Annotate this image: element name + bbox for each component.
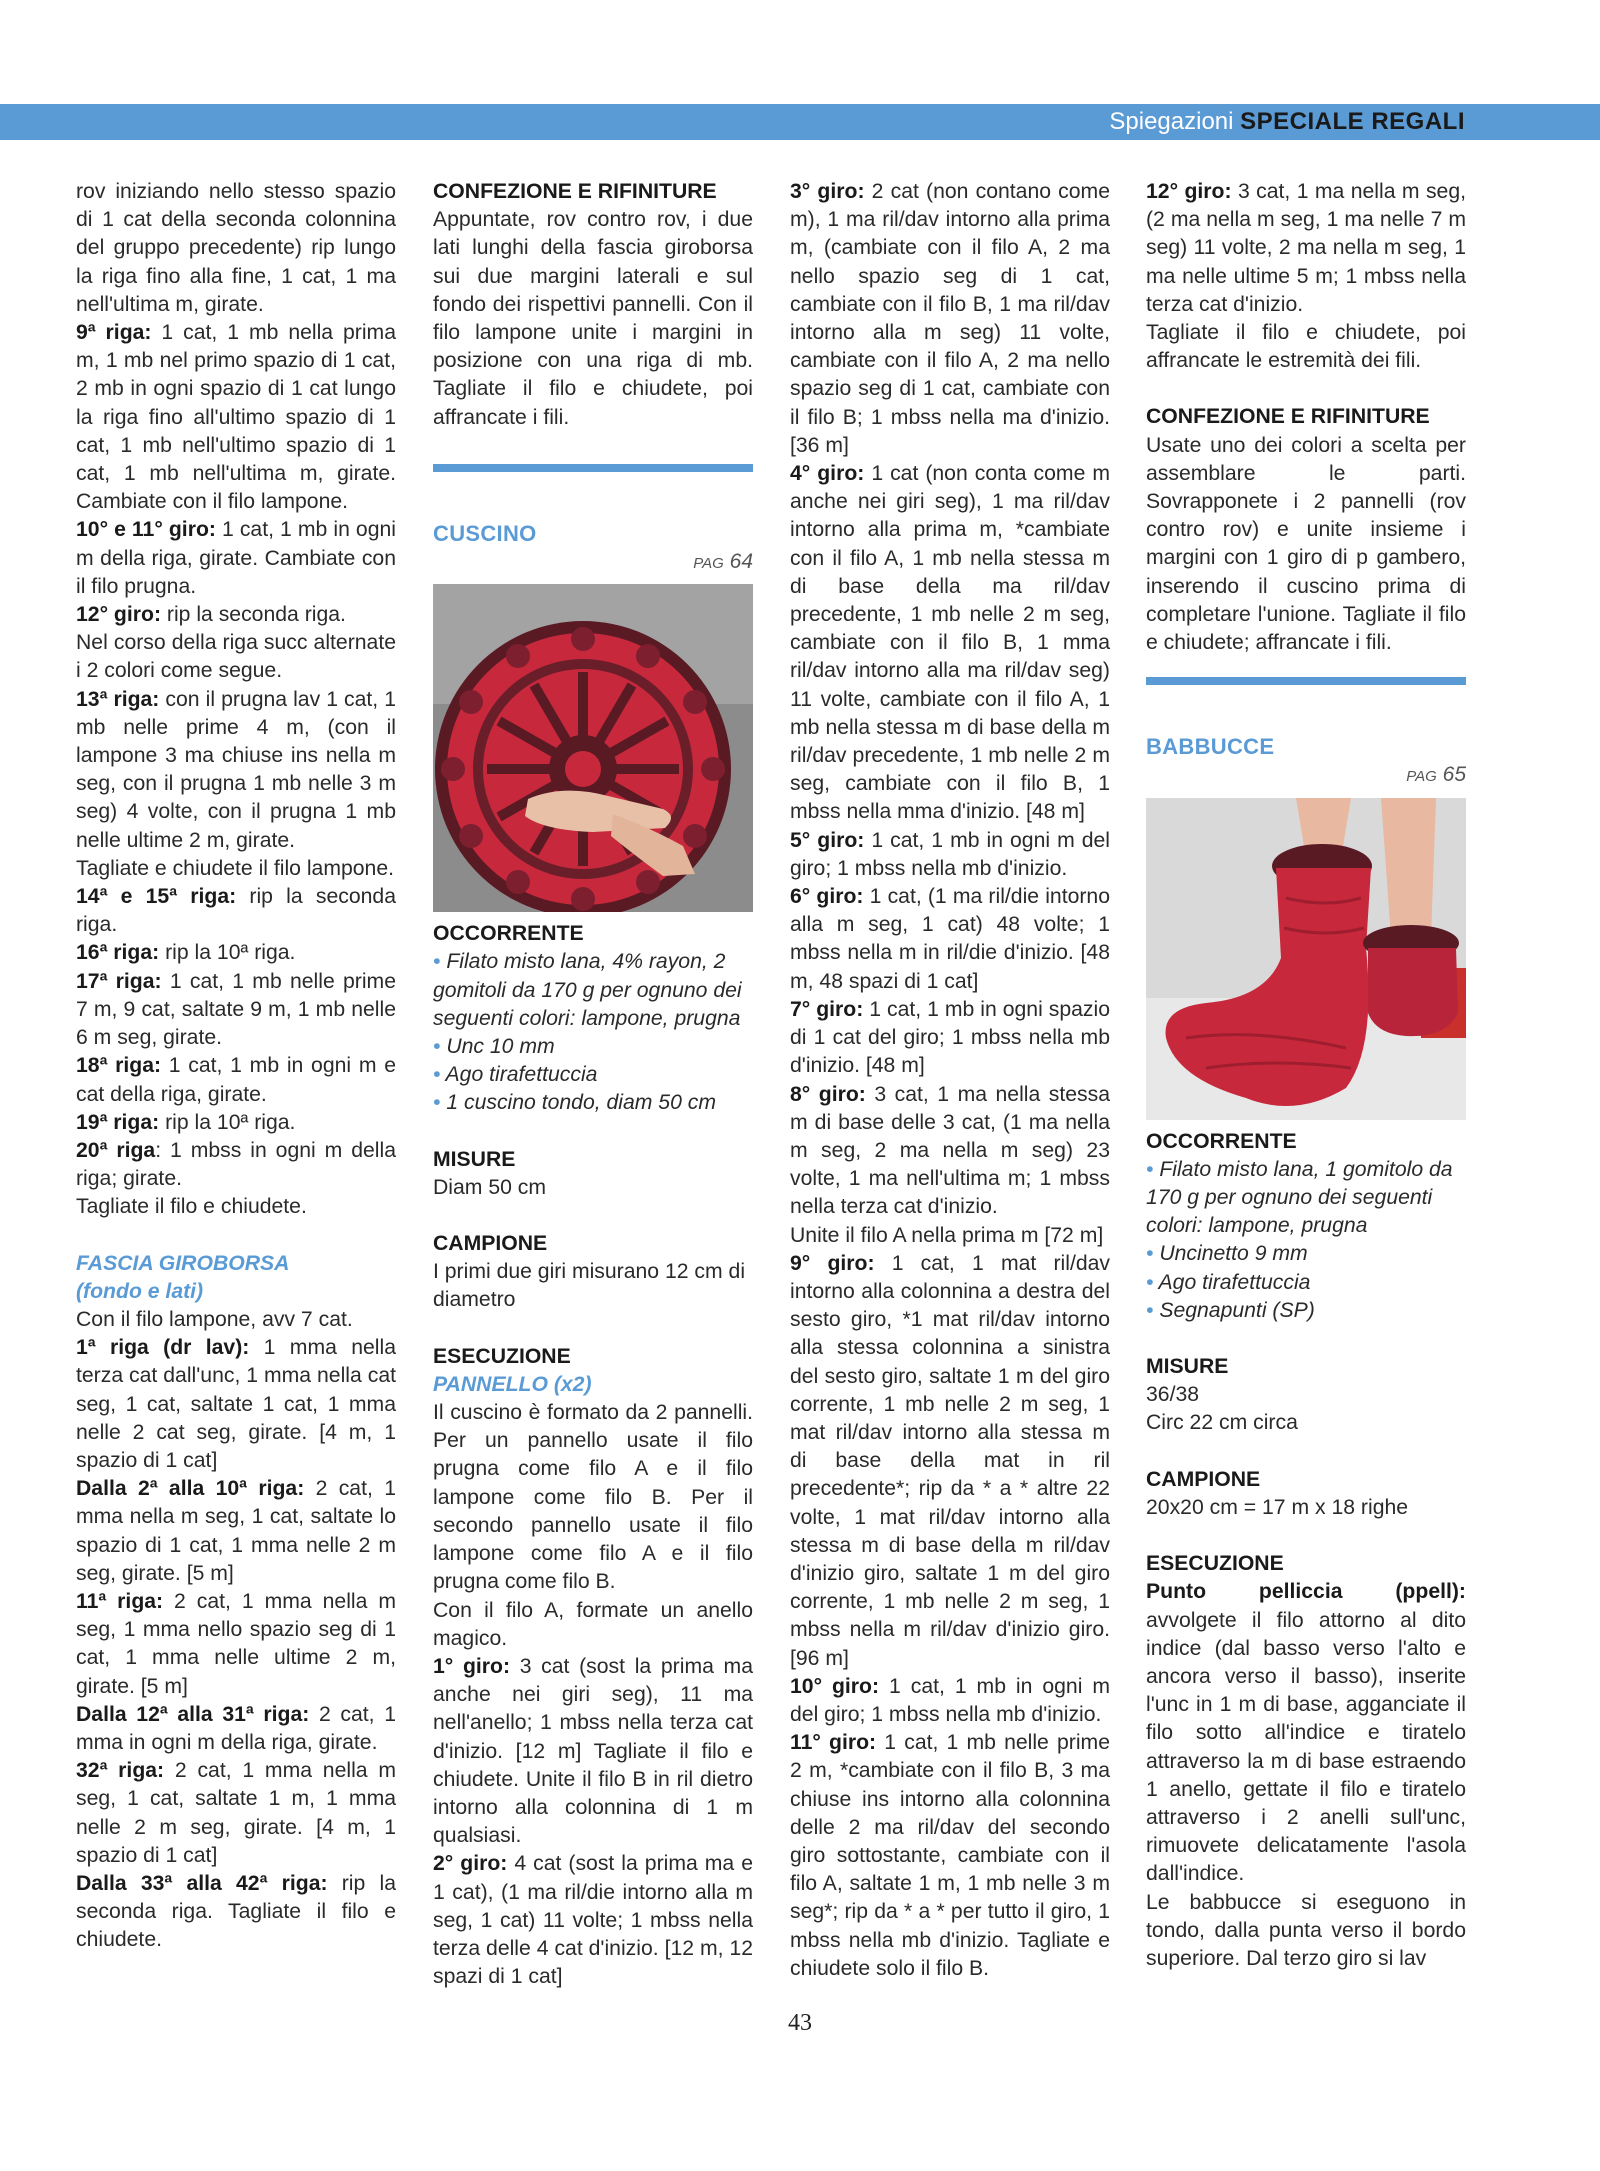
instruction-paragraph-label: 19ª riga:: [76, 1110, 160, 1134]
campione-text: I primi due giri misurano 12 cm di diametro: [433, 1260, 746, 1312]
material-item: • Filato misto lana, 1 gomitolo da 170 g per ognuno dei seguenti colori: lampone, prugna: [1146, 1157, 1453, 1238]
cuscino-page-ref: PAG 64: [693, 550, 753, 574]
misure-heading: MISURE: [433, 1147, 516, 1171]
confezione2-heading: CONFEZIONE E RIFINITURE: [1146, 405, 1430, 429]
instruction-paragraph: 17ª riga: 1 cat, 1 mb nelle prime 7 m, 9 cat, saltate 9 m, 1 mb nelle 6 m seg, girate.: [76, 969, 396, 1050]
instruction-paragraph: Dalla 12ª alla 31ª riga: 2 cat, 1 mma in ogni m della riga, girate.: [76, 1702, 396, 1754]
slippers-illustration: [1146, 798, 1466, 1120]
column-3: [790, 178, 1110, 1983]
occorrente2-heading: OCCORRENTE: [1146, 1129, 1297, 1153]
occorrente-heading: OCCORRENTE: [433, 922, 584, 946]
instruction-paragraph: 14ª e 15ª riga: rip la seconda riga.: [76, 885, 396, 937]
instruction-paragraph-label: 13ª riga:: [76, 687, 160, 711]
bullet-icon: •: [1146, 1157, 1160, 1181]
material-item: • Segnapunti (SP): [1146, 1298, 1315, 1322]
material-item: • Unc 10 mm: [433, 1035, 555, 1059]
instruction-paragraph: 6° giro: 1 cat, (1 ma ril/die intorno alla m seg, 1 cat) 48 volte; 1 mbss nella m in ril/die d'inizio. [48 m, 48 spazi di 1 cat]: [790, 885, 1110, 993]
instruction-paragraph-label: 20ª riga: [76, 1138, 156, 1162]
cuscino-materials-list: [433, 948, 753, 1117]
fascia-title: FASCIA GIROBORSA: [76, 1251, 290, 1275]
instruction-paragraph-label: 17ª riga:: [76, 969, 162, 993]
fascia-instructions: [76, 1306, 396, 1955]
cushion-illustration: [433, 584, 753, 912]
confezione-text: Appuntate, rov contro rov, i due lati lunghi della fascia giroborsa sui due margini laterali e sul fondo dei rispettivi pannelli. Con il filo lampone unite i margini in posizione con una riga di mb. Tagliate il filo e chiudete, poi affrancate i fili.: [433, 208, 753, 429]
instruction-paragraph: 7° giro: 1 cat, 1 mb in ogni spazio di 1 cat del giro; 1 mbss nella mb d'inizio. [48 m]: [790, 997, 1110, 1078]
instruction-paragraph: 18ª riga: 1 cat, 1 mb in ogni m e cat della riga, girate.: [76, 1054, 396, 1106]
instruction-paragraph-label: 12° giro:: [76, 603, 161, 627]
instruction-paragraph-label: Dalla 2ª alla 10ª riga:: [76, 1477, 305, 1501]
instruction-paragraph: 10° e 11° giro: 1 cat, 1 mb in ogni m della riga, girate. Cambiate con il filo prugna.: [76, 518, 396, 598]
bullet-icon: •: [433, 1063, 446, 1087]
instruction-paragraph-label: 4° giro:: [790, 462, 865, 486]
bullet-icon: •: [433, 1091, 447, 1115]
instruction-paragraph-label: 11ª riga:: [76, 1589, 164, 1613]
babbucce-final-text: Le babbucce si eseguono in tondo, dalla punta verso il bordo superiore. Dal terzo giro si lav: [1146, 1890, 1466, 1970]
esecuzione-heading: ESECUZIONE: [433, 1344, 571, 1368]
instruction-paragraph-label: 6° giro:: [790, 885, 864, 909]
instruction-paragraph: 1ª riga (dr lav): 1 mma nella terza cat dall'unc, 1 mma nella cat seg, 1 cat, saltate 1 cat, 1 mma nelle 2 cat seg, girate. [4 m, 1 spazio di 1 cat]: [76, 1336, 396, 1472]
babbucce-page-ref: PAG 65: [1406, 763, 1466, 787]
bullet-icon: •: [1146, 1242, 1160, 1266]
esecuzione2-heading: ESECUZIONE: [1146, 1552, 1284, 1576]
instruction-paragraph: Tagliate e chiudete il filo lampone.: [76, 856, 395, 880]
bullet-icon: •: [1146, 1270, 1159, 1294]
instruction-paragraph: Con il filo A, formate un anello magico.: [433, 1598, 753, 1650]
instruction-paragraph: 2° giro: 4 cat (sost la prima ma e 1 cat), (1 ma ril/die intorno alla m seg, 1 cat) 11 volte; 1 mbss nella terza delle 4 cat d'inizio. [12 m, 12 spazi di 1 cat]: [433, 1852, 754, 1989]
pannello-heading: PANNELLO (x2): [433, 1372, 592, 1396]
instruction-paragraph-label: Dalla 12ª alla 31ª riga:: [76, 1702, 310, 1726]
cuscino-instructions: [433, 1399, 753, 1991]
confezione-heading: CONFEZIONE E RIFINITURE: [433, 180, 717, 203]
section-divider-2: [1146, 677, 1466, 685]
instruction-paragraph: Tagliate il filo e chiudete.: [76, 1195, 307, 1219]
material-item: • Uncinetto 9 mm: [1146, 1242, 1308, 1266]
material-item: • Filato misto lana, 4% rayon, 2 gomitoli da 170 g per ognuno dei seguenti colori: lampone, prugna: [433, 950, 742, 1030]
instruction-paragraph: 16ª riga: rip la 10ª riga.: [76, 941, 296, 965]
column-4: [1146, 178, 1466, 1973]
misure2-heading: MISURE: [1146, 1355, 1229, 1379]
instruction-paragraph: 11ª riga: 2 cat, 1 mma nella m seg, 1 mma nello spazio seg di 1 cat, 1 mma nelle ultime 2 m, girate. [5 m]: [76, 1589, 396, 1698]
instruction-paragraph: 19ª riga: rip la 10ª riga.: [76, 1110, 296, 1134]
instruction-paragraph: 9° giro: 1 cat, 1 mat ril/dav intorno alla colonnina a destra del sesto giro, *1 mat ril/dav intorno alla stessa colonnina a sinistra del sesto giro, saltate 1 m del giro corrente, 1 mb nelle 2 m seg, 1 mat ril/dav intorno alla stessa m di base della mat in ril precedente*; rip da * a * altre 22 volte, 1 mat ril/dav intorno alla stessa m di base della m ril/dav d'inizio giro, saltate 1 m del giro corrente, 1 mb nelle 2 m seg, 1 mbss nella m ril/dav d'inizio giro. [96 m]: [790, 1251, 1110, 1670]
babbucce-materials-list: [1146, 1156, 1466, 1325]
instruction-paragraph-label: 1ª riga (dr lav):: [76, 1336, 250, 1360]
instruction-paragraph: Dalla 2ª alla 10ª riga: 2 cat, 1 mma nella m seg, 1 cat, saltate lo spazio di 1 cat, 1 mma nelle 2 m seg, girate. [5 m]: [76, 1477, 396, 1585]
cuscino-title: CUSCINO: [433, 520, 537, 546]
cushion-photo: [433, 584, 753, 912]
column-1: [76, 178, 396, 1955]
instruction-paragraph-label: 7° giro:: [790, 997, 864, 1021]
instruction-paragraph: 13ª riga: con il prugna lav 1 cat, 1 mb nelle prime 4 m, (con il lampone 3 ma chiuse ins nella m seg, con il prugna 1 mb nelle 3 m seg) 4 volte, con il prugna 1 mb nelle ultime 2 m, girate.: [76, 687, 396, 852]
material-item: • 1 cuscino tondo, diam 50 cm: [433, 1091, 717, 1115]
slippers-photo: [1146, 798, 1466, 1120]
campione2-heading: CAMPIONE: [1146, 1467, 1261, 1491]
instruction-paragraph-label: 14ª e 15ª riga:: [76, 885, 237, 909]
bullet-icon: •: [433, 1035, 447, 1059]
misure2-line1: 36/38: [1146, 1383, 1200, 1407]
punto-pelliccia-text: Punto pelliccia (ppell): avvolgete il filo attorno al dito indice (dal basso verso l'alto e ancora verso il basso), inserite l'unc in 1 m di base, agganciate il filo sotto all'indice e tiratelo attraverso la m di base estraendo 1 anello, gettate il filo e tiratelo attraverso i 2 anelli sull'unc, rimuovete delicatamente l'asola dall'indice.: [1146, 1580, 1466, 1886]
material-item: • Ago tirafettuccia: [1146, 1270, 1311, 1294]
instruction-paragraph: 4° giro: 1 cat (non conta come m anche nei giri seg), 1 ma ril/dav intorno alla prima m, *cambiate con il filo A, 1 mb nella stessa m di base della ma ril/dav precedente, 1 mb nelle 2 m seg, cambiate con il filo B, 1 mma ril/dav intorno alla ma ril/dav seg) 11 volte, cambiate con il filo A, 1 mb nella stessa m di base della m ril/dav precedente, 1 mb nelle 2 m seg, cambiate con il filo B, 1 mbss nella mma d'inizio. [48 m]: [790, 462, 1110, 824]
instruction-paragraph-label: 5° giro:: [790, 828, 865, 852]
instruction-paragraph: 9ª riga: 1 cat, 1 mb nella prima m, 1 mb nel primo spazio di 1 cat, 2 mb in ogni spazio di 1 cat lungo la riga fino all'ultimo spazio di 1 cat, 1 mb nell'ultimo spazio di 1 cat, 1 mb nell'ultima m, girate. Cambiate con il filo lampone.: [76, 321, 396, 514]
misure-text: Diam 50 cm: [433, 1175, 547, 1199]
instruction-paragraph: 3° giro: 2 cat (non contano come m), 1 ma ril/dav intorno alla prima m, (cambiate con il filo A, 2 ma nello spazio seg di 1 cat, cambiate con il filo B, 1 ma ril/dav intorno alla m seg) 11 volte, cambiate con il filo A, 2 ma nello spazio seg di 1 cat, cambiate con il filo B; 1 mbss nella ma d'inizio. [36 m]: [790, 180, 1110, 457]
instruction-paragraph: 5° giro: 1 cat, 1 mb in ogni m del giro; 1 mbss nella mb d'inizio.: [790, 828, 1111, 880]
bullet-icon: •: [433, 950, 447, 974]
header-bar: [0, 104, 1600, 140]
instruction-paragraph-label: 18ª riga:: [76, 1054, 162, 1078]
instruction-paragraph: 10° giro: 1 cat, 1 mb in ogni m del giro; 1 mbss nella mb d'inizio.: [790, 1674, 1110, 1726]
header-title: Spiegazioni SPECIALE REGALI: [1109, 108, 1465, 135]
instruction-paragraph-label: 3° giro:: [790, 180, 865, 203]
instruction-paragraph: Unite il filo A nella prima m [72 m]: [790, 1223, 1104, 1247]
instruction-paragraph: 8° giro: 3 cat, 1 ma nella stessa m di base delle 3 cat, (1 ma nella m seg, 2 ma nella m seg) 23 volte, 1 ma nell'ultima m; 1 mbss nella terza cat d'inizio.: [790, 1082, 1110, 1219]
instruction-paragraph-label: 32ª riga:: [76, 1759, 165, 1783]
instruction-paragraph-label: 10° e 11° giro:: [76, 518, 216, 542]
instruction-paragraph-label: Dalla 33ª alla 42ª riga:: [76, 1871, 328, 1895]
material-item: • Ago tirafettuccia: [433, 1063, 598, 1087]
instruction-paragraph: 12° giro: rip la seconda riga.: [76, 603, 346, 627]
instruction-paragraph-label: 16ª riga:: [76, 941, 160, 965]
giro12-text: 12° giro: 3 cat, 1 ma nella m seg, (2 ma nella m seg, 1 ma nelle 7 m seg) 11 volte, 2 ma nella m seg, 1 ma nelle ultime 5 m; 1 mbss nella terza cat d'inizio.: [1146, 180, 1466, 316]
campione2-text: 20x20 cm = 17 m x 18 righe: [1146, 1495, 1409, 1519]
instruction-paragraph: Dalla 33ª alla 42ª riga: rip la seconda riga. Tagliate il filo e chiudete.: [76, 1871, 396, 1952]
instruction-paragraph: 20ª riga: 1 mbss in ogni m della riga; girate.: [76, 1138, 397, 1191]
instruction-paragraph: rov iniziando nello stesso spazio di 1 cat della seconda colonnina del gruppo precedente) rip lungo la riga fino alla fine, 1 cat, 1 ma nell'ultima m, girate.: [76, 180, 396, 316]
instruction-paragraph-label: 11° giro:: [790, 1731, 877, 1755]
instruction-paragraph-label: 1° giro:: [433, 1654, 511, 1678]
instruction-paragraph: 32ª riga: 2 cat, 1 mma nella m seg, 1 cat, saltate 1 m, 1 mma nelle 2 m seg, girate. [4 m, 1 spazio di 1 cat]: [76, 1759, 396, 1867]
column-2: [433, 178, 753, 1991]
giro12-end: Tagliate il filo e chiudete, poi affrancate le estremità dei fili.: [1146, 321, 1466, 373]
bullet-icon: •: [1146, 1298, 1160, 1322]
fascia-subtitle: (fondo e lati): [76, 1279, 204, 1303]
instruction-paragraph-label: 2° giro:: [433, 1852, 508, 1876]
instruction-paragraph-label: 9° giro:: [790, 1251, 875, 1275]
campione-heading: CAMPIONE: [433, 1232, 548, 1256]
section-divider: [433, 464, 753, 472]
confezione2-text: Usate uno dei colori a scelta per assemblare le parti. Sovrapponete i 2 pannelli (rov contro rov) e unite insieme i margini con 1 giro di p gambero, inserendo il cuscino prima di completare l'unione. Tagliate il filo e chiudete; affrancate i fili.: [1146, 433, 1466, 655]
col3-instructions: [790, 178, 1110, 1983]
instruction-paragraph-label: 10° giro:: [790, 1674, 880, 1698]
instruction-paragraph: Il cuscino è formato da 2 pannelli. Per un pannello usate il filo prugna come filo A e il filo lampone come filo B. Per il secondo pannello usate il filo lampone come filo A e il filo prugna come filo B.: [433, 1401, 753, 1594]
instruction-paragraph: Nel corso della riga succ alternate i 2 colori come segue.: [76, 631, 396, 683]
instruction-paragraph: Con il filo lampone, avv 7 cat.: [76, 1307, 353, 1331]
page-number: 43: [788, 2010, 812, 2036]
instruction-paragraph-label: 8° giro:: [790, 1082, 866, 1106]
col1-instructions: [76, 178, 396, 1222]
instruction-paragraph-label: 9ª riga:: [76, 321, 152, 345]
instruction-paragraph: 11° giro: 1 cat, 1 mb nelle prime 2 m, *cambiate con il filo B, 3 ma chiuse ins intorno alla colonnina delle 2 ma ril/dav del secondo giro sottostante, cambiate con il filo A, saltate 1 m, 1 mb nelle 3 m seg*; rip da * a * per tutto il giro, 1 mbss nella mb d'inizio. Tagliate e chiudete solo il filo B.: [790, 1731, 1110, 1980]
babbucce-title: BABBUCCE: [1146, 734, 1275, 760]
instruction-paragraph: 1° giro: 3 cat (sost la prima ma anche nei giri seg), 11 ma nell'anello; 1 mbss nella terza cat d'inizio. [12 m] Tagliate il filo e chiudete. Unite il filo B in ril dietro intorno alla colonnina di 1 m qualsiasi.: [433, 1654, 753, 1848]
misure2-line2: Circ 22 cm circa: [1146, 1411, 1298, 1435]
